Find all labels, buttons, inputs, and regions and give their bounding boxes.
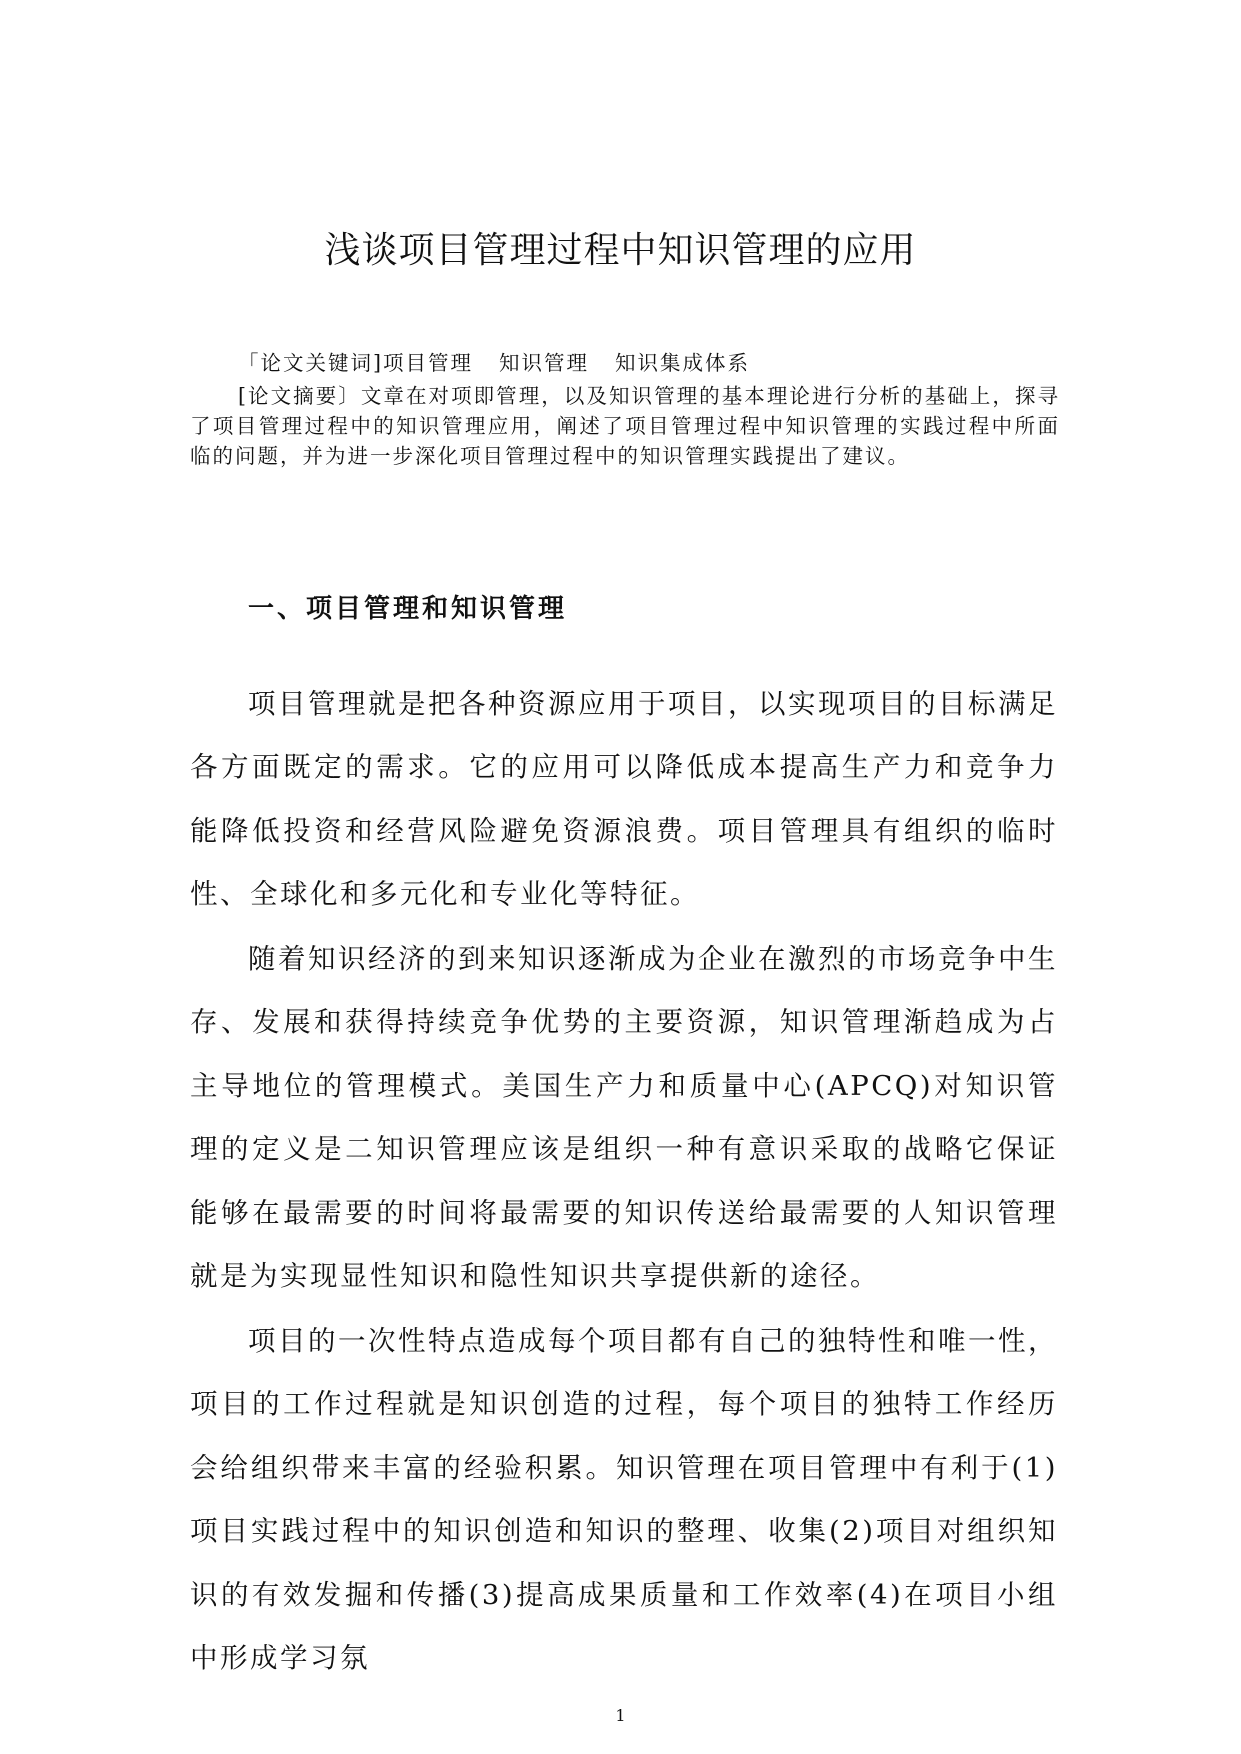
keyword: 知识管理: [499, 351, 589, 375]
page-title: 浅谈项目管理过程中知识管理的应用: [324, 230, 917, 271]
section-heading: 一、项目管理和知识管理: [248, 594, 568, 624]
abstract-text: 文章在对项即管理，以及知识管理的基本理论进行分析的基础上，探寻了项目管理过程中的知识管理应用，阐述了项目管理过程中知识管理的实践过程中所面临的问题，并为进一步深化项目管理过程中的知识管理实践提出了建议。: [190, 384, 1061, 468]
keyword: 知识集成体系: [615, 351, 750, 375]
body-paragraph: 项目的一次性特点造成每个项目都有自己的独特性和唯一性，项目的工作过程就是知识创造的过程，每个项目的独特工作经历会给组织带来丰富的经验积累。知识管理在项目管理中有利于(1)项目实践过程中的知识创造和知识的整理、收集(2)项目对组织知识的有效发掘和传播(3)提高成果质量和工作效率(4)在项目小组中形成学习氛: [190, 1324, 1058, 1675]
keywords-line: [190, 348, 1108, 378]
page-number: 1: [615, 1706, 626, 1725]
body-paragraph: 项目管理就是把各种资源应用于项目，以实现项目的目标满足各方面既定的需求。它的应用可以降低成本提高生产力和竞争力能降低投资和经营风险避免资源浪费。项目管理具有组织的临时性、全球化和多元化和专业化等特征。: [190, 687, 1058, 911]
keywords-label: 「论文关键词]: [238, 351, 383, 375]
keyword: 项目管理: [383, 351, 473, 375]
body-paragraph: 随着知识经济的到来知识逐渐成为企业在激烈的市场竞争中生存、发展和获得持续竞争优势的主要资源，知识管理渐趋成为占主导地位的管理模式。美国生产力和质量中心(APCQ)对知识管理的定义是二知识管理应该是组织一种有意识采取的战略它保证能够在最需要的时间将最需要的知识传送给最需要的人知识管理就是为实现显性知识和隐性知识共享提供新的途径。: [190, 942, 1058, 1293]
abstract-label: [论文摘要〕: [238, 384, 361, 408]
abstract: [190, 381, 1060, 471]
